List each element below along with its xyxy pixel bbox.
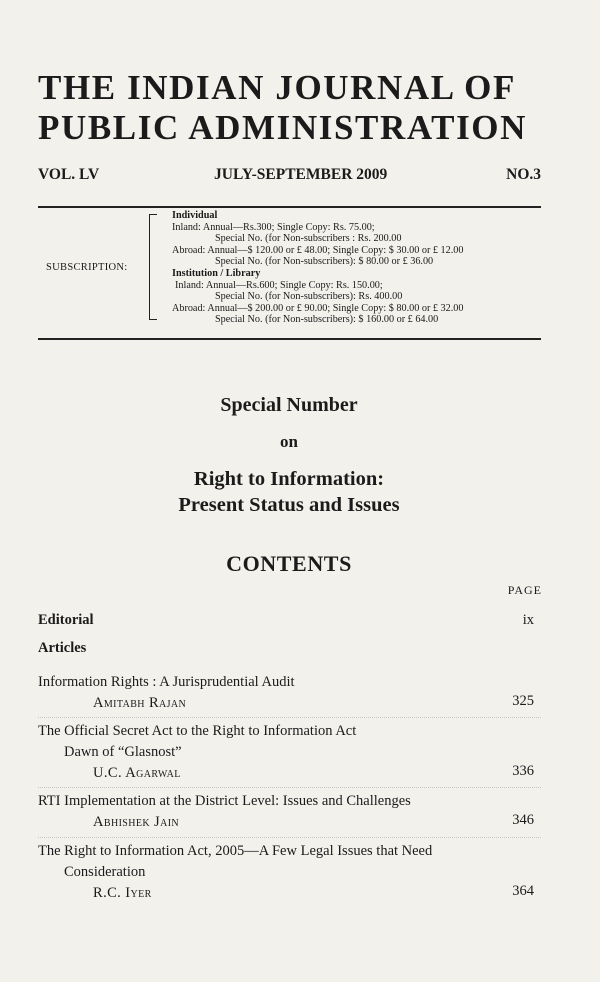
article-author: U.C. Agarwal [93,765,181,781]
editorial-page: ix [522,612,534,628]
subscription-line: Special No. (for Non-subscribers : Rs. 200.00 [215,233,402,245]
editorial-entry[interactable] [38,611,534,629]
subscription-line: Inland: Annual—Rs.300; Single Copy: Rs. 75.00; [172,221,375,233]
article-title: The Right to Information Act, 2005—A Few Legal Issues that Need [38,843,433,859]
article-page: 346 [512,812,534,828]
article-entry[interactable] [38,672,534,714]
article-page: 325 [512,693,534,709]
subscription-line: Inland: Annual—Rs.600; Single Copy: Rs. 150.00; [175,279,383,291]
subscription-heading-institution: Institution / Library [172,267,261,279]
article-author: Abhishek Jain [93,814,180,830]
articles-heading: Articles [38,640,87,656]
special-topic-line-1: Right to Information: [193,468,385,490]
article-entry[interactable] [38,791,534,833]
article-title-continued: Dawn of “Glasnost” [64,744,182,760]
journal-title-line-2: PUBLIC ADMINISTRATION [38,108,527,147]
article-entry[interactable] [38,841,534,904]
article-separator [38,787,541,788]
special-number-heading: Special Number [220,394,358,416]
top-rule [38,206,541,208]
article-separator [38,717,541,718]
article-author: Amitabh Rajan [93,695,187,711]
contents-heading: CONTENTS [226,551,352,576]
special-on: on [280,432,298,451]
subscription-rates [172,210,542,326]
journal-title-line-1: THE INDIAN JOURNAL OF [38,68,516,107]
subscription-bracket [149,214,157,320]
editorial-label: Editorial [38,612,94,628]
subscription-heading-individual: Individual [172,210,218,221]
subscription-line: Abroad: Annual—$ 120.00 or £ 48.00; Single Copy: $ 30.00 or £ 12.00 [172,244,464,256]
article-page: 336 [512,763,534,779]
article-title: RTI Implementation at the District Level: Issues and Challenges [38,793,411,809]
page-column-header: PAGE [507,583,542,597]
article-separator [38,837,541,838]
journal-title [38,68,568,148]
issue-date: JULY-SEPTEMBER 2009 [214,166,388,183]
article-title-continued: Consideration [64,864,146,880]
volume-number: VOL. LV [38,166,100,183]
subscription-line: Abroad: Annual—$ 200.00 or £ 90.00; Single Copy: $ 80.00 or £ 32.00 [172,302,464,314]
issue-number: NO.3 [506,166,541,183]
subscription-line: Special No. (for Non-subscribers): $ 160.00 or £ 64.00 [215,314,439,326]
article-title: The Official Secret Act to the Right to Information Act [38,723,357,739]
subscription-label: SUBSCRIPTION: [46,262,128,273]
special-topic-line-2: Present Status and Issues [178,494,400,516]
article-page: 364 [512,883,534,899]
article-author: R.C. Iyer [93,885,152,901]
article-entry[interactable] [38,721,534,784]
subscription-line: Special No. (for Non-subscribers): $ 80.00 or £ 36.00 [215,256,434,268]
bottom-rule [38,338,541,340]
subscription-line: Special No. (for Non-subscribers): Rs. 400.00 [215,291,403,303]
article-title: Information Rights : A Jurisprudential Audit [38,674,295,690]
